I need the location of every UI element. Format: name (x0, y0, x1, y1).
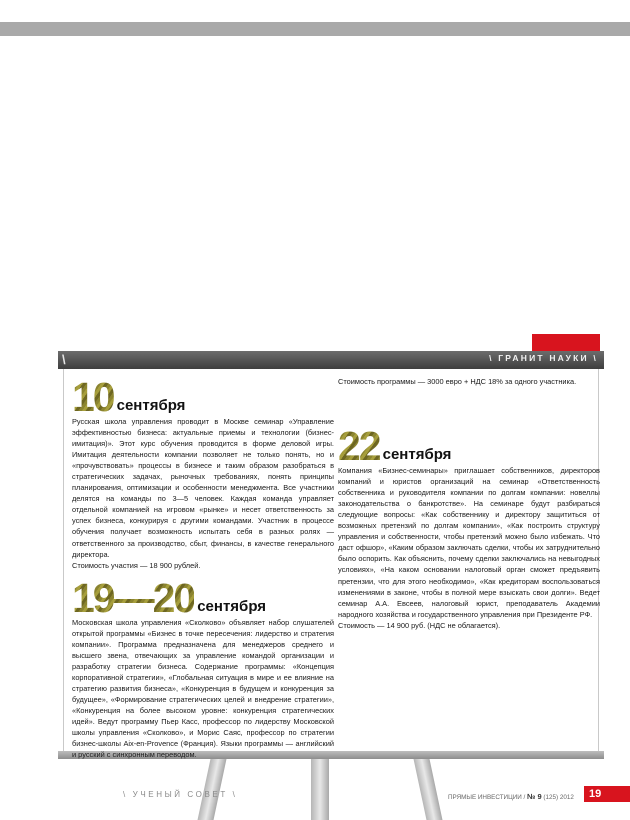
footer-section-label: \ УЧЕНЫЙ СОВЕТ \ (123, 790, 238, 799)
event-date-month: сентября (197, 597, 267, 615)
issue-number: № 9 (527, 792, 542, 801)
section-header-bar (58, 351, 604, 369)
event-date-month: сентября (116, 397, 186, 414)
event-date-heading (72, 574, 334, 621)
event-description: Русская школа управления проводит в Москве семинар «Управление эффективностью бизнеса: актуальные приемы и технологии (бизнес-имитация)». Этот курс обучения проводится в форме деловой игры. Имитация деятельности компании позволяет не только понять, но и «прочувствовать» процессы в бизнесе и таким образом разобраться в стратегических задачах, рыночных требованиях, понять принципы планирования, оптимизации и особенности менеджмента. Все участники делятся на команды по 3—5 человек. Каждая команда управляет отдельной компанией на игровом «рынке» и несет ответственность за успех бизнеса, конкурируя с другими командами. Участник в процессе обучения получает возможность испытать себя в разных ролях — ответственного за производство, сбыт, финансы, в качестве генерального директора. (72, 417, 334, 559)
magazine-name: ПРЯМЫЕ ИНВЕСТИЦИИ / (448, 794, 528, 801)
stand-leg (311, 759, 329, 820)
event-date-month: сентября (382, 446, 452, 464)
left-column (72, 376, 334, 760)
event-description: Московская школа управления «Сколково» объявляет набор слушателей открытой программы «Бизнес в точке пересечения: лидерство и стратегия компании». Программа предназначена для менеджеров среднего и высшего звена, отвечающих за управление командой организации и разработку стратегии бизнеса. Содержание программы: «Концепция корпоративной стратегии», «Глобальная ситуация в мире и ее влияние на стратегию развития бизнеса», «Конкуренция в будущем и конкуренция за будущее», «Формирование стратегических целей и внедрение стратегии», «Конкуренция на более высоком уровне: конкуренция стратегических идей». Ведут программу Пьер Касс, профессор по лидерству Московской школы управления «Сколково», и Морис Саяс, профессор по стратегии бизнес-школы Aix-en-Provence (Франция). Языки программы — английский и русский с синхронным переводом. (72, 617, 334, 760)
event-price: Стоимость участия — 18 900 рублей. (72, 560, 201, 570)
footer-magazine-info (448, 792, 574, 801)
event-price: Стоимость — 14 900 руб. (НДС не облагается). (338, 620, 501, 630)
header-left-slash: \ (62, 352, 66, 367)
event-date-number: 19—20 (72, 574, 195, 621)
top-decorative-stripe (0, 22, 630, 36)
stand-leg (414, 759, 443, 820)
event-date-heading (338, 423, 600, 470)
event-price: Стоимость программы — 3000 евро + НДС 18% за одного участника. (338, 377, 577, 386)
event-date-number: 22 (338, 423, 380, 470)
event-date-number: 10 (72, 374, 114, 420)
issue-year: (125) 2012 (541, 794, 574, 801)
section-title: \ ГРАНИТ НАУКИ \ (489, 353, 598, 363)
right-column (338, 376, 600, 631)
event-date-heading (72, 374, 334, 420)
page-number: 19 (584, 786, 630, 802)
red-accent-tab (532, 334, 600, 351)
event-description: Компания «Бизнес-семинары» приглашает собственников, директоров компаний и юристов организаций на семинар «Ответственность собственника и руководителя компании по долгам компании: новеллы законодательства о банкротстве». На семинаре будут разбираться следующие вопросы: «Как собственнику и директору защититься от возможных претензий по долгам компании», «Как построить структуру управления и собственности, чтобы претензий можно было избежать. Что даст офшор», «Каким образом заключать сделки, чтобы их затруднительно было оспорить. Как объяснить, почему сделки заключались на невыгодных условиях», «На каком основании налоговый орган сможет предъявить претензии, что для этого необходимо», «Как кредиторам воспользоваться изменениями в законе, чтобы в полной мере взыскать свои долги». Ведет семинар А.А. Евсеев, налоговый юрист, преподаватель Академии народного хозяйства и государственного управления при Президенте РФ. (338, 466, 600, 619)
